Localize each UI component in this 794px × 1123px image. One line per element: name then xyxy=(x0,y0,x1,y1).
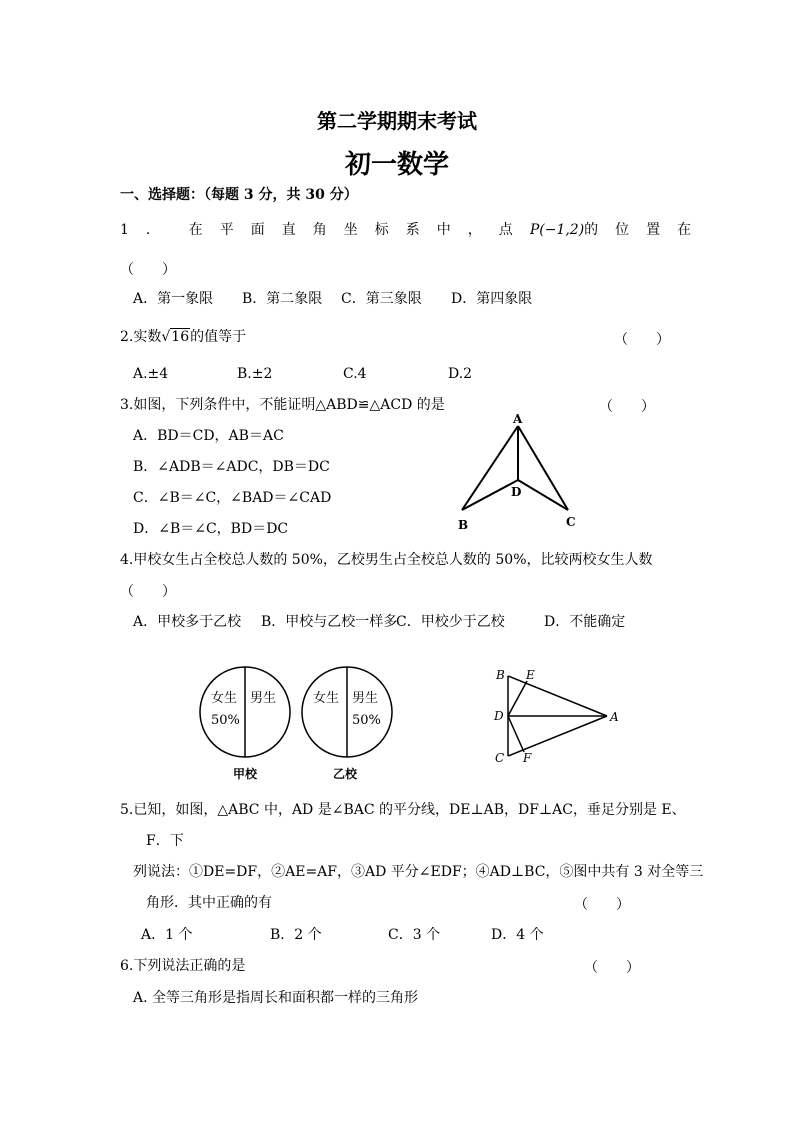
q2-stem-row xyxy=(120,328,246,346)
q3-triangle-figure xyxy=(450,408,590,538)
q5-option-c: C．3 个 xyxy=(388,927,441,943)
q2-answer-paren: （ ） xyxy=(614,332,670,348)
q1-option-c: C．第三象限 xyxy=(341,291,422,307)
pie-a-girls-label: 女生 xyxy=(211,691,238,706)
q3-option-b: B．∠ADB＝∠ADC，DB＝DC xyxy=(133,459,330,475)
q2-options xyxy=(133,365,472,383)
q3-stem: 3.如图，下列条件中，不能证明△ABD≌△ACD 的是 xyxy=(120,397,445,413)
q5-label-a: A xyxy=(610,710,619,724)
q3-option-a: A．BD＝CD，AB＝AC xyxy=(133,428,284,444)
q5-line-4: 角形．其中正确的有 xyxy=(146,895,272,911)
pie-a-girls-pct: 50% xyxy=(211,713,240,728)
q1-option-d: D．第四象限 xyxy=(451,291,533,307)
q5-label-d: D xyxy=(494,709,504,723)
q1-stem: 1. 在平面直角坐标系中，点 xyxy=(120,222,530,238)
q5-answer-paren: （ ） xyxy=(574,897,630,913)
q2-option-a: A.±4 xyxy=(133,366,169,382)
q4-answer-paren: （ ） xyxy=(120,584,176,600)
pie-b-boys-label: 男生 xyxy=(352,691,379,706)
q3-label-b: B xyxy=(458,518,469,532)
q3-label-c: C xyxy=(566,515,576,529)
q1-option-b: B．第二象限 xyxy=(242,291,323,307)
q6-option-a: A. 全等三角形是指周长和面积都一样的三角形 xyxy=(133,990,419,1006)
pie-b-boys-pct: 50% xyxy=(352,713,381,728)
pie-b-caption: 乙校 xyxy=(333,767,358,781)
q5-label-f: F xyxy=(523,751,532,765)
q3-label-a: A xyxy=(513,412,523,426)
q1-point: P(−1,2) xyxy=(529,222,585,238)
pie-b-girls-label: 女生 xyxy=(313,691,340,706)
q3-option-c: C．∠B＝∠C，∠BAD＝∠CAD xyxy=(133,490,332,506)
q5-line-3: 列说法：①DE=DF，②AE=AF，③AD 平分∠EDF；④AD⊥BC，⑤图中共有 3 对全等三 xyxy=(133,864,704,880)
q2-option-b: B.±2 xyxy=(237,366,273,382)
q4-option-c: C．甲校少于乙校 xyxy=(396,614,505,630)
q3-option-d: D．∠B＝∠C，BD＝DC xyxy=(133,521,289,537)
q1-options xyxy=(133,290,532,308)
q6-stem: 6.下列说法正确的是 xyxy=(120,958,246,974)
q4-option-a: A．甲校多于乙校 xyxy=(133,614,242,630)
q6-answer-paren: （ ） xyxy=(584,960,640,976)
q5-triangle-figure xyxy=(490,664,630,770)
subject-title: 初一数学 xyxy=(344,150,449,180)
q1-option-a: A．第一象限 xyxy=(133,291,214,307)
q2-option-c: C.4 xyxy=(343,366,367,382)
q1-answer-paren: （ ） xyxy=(120,262,176,278)
pie-chart-school-b xyxy=(300,666,400,782)
q5-label-e: E xyxy=(526,668,535,682)
q1-tail: 的位置在 xyxy=(584,222,709,238)
q5-option-d: D．4 个 xyxy=(491,927,544,943)
q3-label-d: D xyxy=(511,485,522,499)
q2-option-d: D.2 xyxy=(448,366,473,382)
q5-option-a: A．1 个 xyxy=(141,927,193,943)
q2-stem-before: 2.实数 xyxy=(120,329,162,345)
q4-option-b: B．甲校与乙校一样多 xyxy=(261,614,398,630)
pie-a-caption: 甲校 xyxy=(233,767,258,781)
q1-stem-row xyxy=(120,221,708,239)
q2-sqrt: √16 xyxy=(161,329,190,345)
q5-option-b: B．2 个 xyxy=(270,927,322,943)
pie-a-boys-label: 男生 xyxy=(250,691,277,706)
q5-label-b: B xyxy=(496,668,505,682)
q5-line-1: 5.已知，如图，△ABC 中，AD 是∠BAC 的平分线，DE⊥AB，DF⊥AC，垂足分别是 E、 xyxy=(120,802,686,818)
exam-title: 第二学期期末考试 xyxy=(317,109,477,133)
q2-radicand: 16 xyxy=(171,329,190,345)
q5-options xyxy=(141,926,544,944)
section-heading: 一、选择题：（每题 3 分，共 30 分） xyxy=(120,187,358,203)
q5-label-c: C xyxy=(495,751,505,765)
pie-chart-school-a xyxy=(198,666,298,782)
q4-options xyxy=(133,613,625,631)
q2-stem-after: 的值等于 xyxy=(190,329,247,345)
q4-option-d: D．不能确定 xyxy=(544,614,626,630)
q3-answer-paren: （ ） xyxy=(599,399,655,415)
q5-line-2: F．下 xyxy=(146,833,184,849)
q4-stem: 4.甲校女生占全校总人数的 50%，乙校男生占全校总人数的 50%，比较两校女生人数 xyxy=(120,552,653,568)
